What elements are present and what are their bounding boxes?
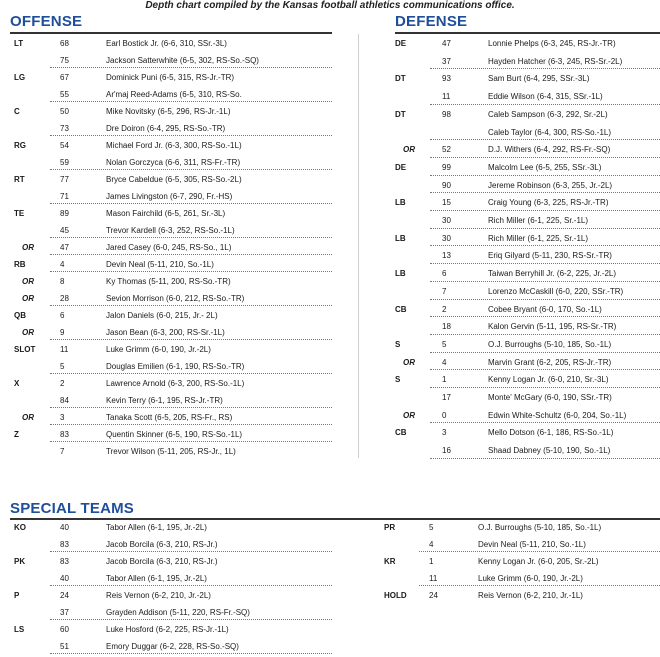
column-divider	[358, 34, 359, 458]
jersey-number: 30	[442, 233, 451, 243]
jersey-number: 50	[60, 107, 69, 116]
position-label: QB	[14, 311, 26, 320]
depth-row	[10, 171, 332, 188]
player-name: Jared Casey (6-0, 245, RS-So., 1L)	[106, 243, 232, 252]
depth-row	[395, 283, 660, 300]
player-name: Mason Fairchild (6-5, 261, Sr.-3L)	[106, 209, 226, 218]
jersey-number: 73	[60, 124, 69, 133]
depth-row	[10, 307, 332, 324]
row-separator	[50, 373, 332, 374]
player-name: Quentin Skinner (6-5, 190, RS-So.-1L)	[106, 430, 243, 439]
jersey-number: 83	[60, 430, 69, 439]
row-separator	[419, 551, 660, 552]
row-separator	[430, 228, 660, 229]
player-name: Ar'maj Reed-Adams (6-5, 310, RS-So.	[106, 90, 242, 99]
position-label: S	[395, 339, 401, 349]
row-separator	[430, 139, 660, 140]
depth-row	[10, 587, 332, 604]
jersey-number: 47	[60, 243, 69, 252]
depth-row	[395, 194, 660, 211]
jersey-number: 71	[60, 192, 69, 201]
player-name: Sevion Morrison (6-0, 212, RS-So.-TR)	[106, 294, 245, 303]
row-separator	[50, 135, 332, 136]
jersey-number: 51	[60, 642, 69, 651]
row-separator	[50, 305, 332, 306]
depth-row	[384, 587, 660, 604]
player-name: Lawrence Arnold (6-3, 200, RS-So.-1L)	[106, 379, 245, 388]
position-label: KO	[14, 523, 26, 532]
jersey-number: 60	[60, 625, 69, 634]
position-label: DE	[395, 162, 407, 172]
row-separator	[50, 407, 332, 408]
player-name: Edwin White-Schultz (6-0, 204, So.-1L)	[488, 410, 627, 420]
jersey-number: 3	[60, 413, 65, 422]
player-name: Grayden Addison (5-11, 220, RS-Fr.-SQ)	[106, 608, 250, 617]
position-label: TE	[14, 209, 25, 218]
position-label: DE	[395, 39, 407, 48]
player-name: Shaad Dabney (5-10, 190, So.-1L)	[488, 446, 611, 456]
jersey-number: 75	[60, 56, 69, 65]
jersey-number: 15	[442, 198, 451, 208]
jersey-number: 77	[60, 175, 69, 184]
offense-rule	[10, 32, 332, 34]
depth-row	[10, 553, 332, 570]
depth-row	[395, 247, 660, 264]
jersey-number: 37	[442, 56, 451, 66]
player-name: Kenny Logan Jr. (6-0, 210, Sr.-3L)	[488, 375, 609, 385]
depth-row	[395, 159, 660, 176]
depth-row	[395, 141, 660, 158]
jersey-number: 0	[442, 410, 447, 420]
jersey-number: 47	[442, 39, 451, 48]
defense-rule	[395, 32, 660, 34]
player-name: O.J. Burroughs (5-10, 185, So.-1L)	[478, 523, 602, 532]
jersey-number: 40	[60, 523, 69, 532]
player-name: Michael Ford Jr. (6-3, 300, RS-So.-1L)	[106, 141, 242, 150]
row-separator	[430, 387, 660, 388]
player-name: Dominick Puni (6-5, 315, RS-Jr.-TR)	[106, 73, 235, 82]
position-label: OR	[403, 145, 415, 155]
depth-row	[10, 137, 332, 154]
position-label: OR	[403, 357, 415, 367]
player-name: Taiwan Berryhill Jr. (6-2, 225, Jr.-2L)	[488, 269, 617, 279]
position-label: DT	[395, 74, 406, 84]
player-name: Lonnie Phelps (6-3, 245, RS-Jr.-TR)	[488, 39, 616, 48]
jersey-number: 18	[442, 322, 451, 332]
player-name: Devin Neal (5-11, 210, So.-1L)	[478, 540, 586, 549]
jersey-number: 55	[60, 90, 69, 99]
row-separator	[50, 101, 332, 102]
jersey-number: 24	[60, 591, 69, 600]
depth-row	[395, 265, 660, 282]
jersey-number: 37	[60, 608, 69, 617]
player-name: Trevor Wilson (5-11, 205, RS-Jr., 1L)	[106, 447, 236, 456]
position-label: OR	[22, 243, 34, 252]
depth-row	[10, 443, 332, 460]
jersey-number: 1	[429, 557, 434, 566]
position-label: LB	[395, 269, 406, 279]
jersey-number: 68	[60, 39, 69, 48]
player-name: Caleb Taylor (6-4, 300, RS-So.-1L)	[488, 127, 612, 137]
depth-row	[395, 442, 660, 459]
depth-row	[10, 621, 332, 638]
player-name: Rich Miller (6-1, 225, Sr.-1L)	[488, 216, 589, 225]
jersey-number: 98	[442, 109, 451, 119]
player-name: Malcolm Lee (6-5, 255, SSr.-3L)	[488, 162, 602, 172]
jersey-number: 8	[60, 277, 65, 286]
position-label: OR	[22, 328, 34, 337]
jersey-number: 6	[442, 269, 447, 279]
jersey-number: 9	[60, 328, 65, 337]
row-separator	[430, 175, 660, 176]
depth-row	[395, 354, 660, 371]
jersey-number: 5	[442, 339, 447, 349]
player-name: Jalon Daniels (6-0, 215, Jr.- 2L)	[106, 311, 218, 320]
depth-row	[395, 88, 660, 105]
row-separator	[50, 203, 332, 204]
depth-row	[395, 301, 660, 318]
defense-title: DEFENSE	[395, 13, 468, 30]
row-separator	[50, 551, 332, 552]
player-name: Mello Dotson (6-1, 186, RS-So.-1L)	[488, 428, 614, 438]
player-name: D.J. Withers (6-4, 292, RS-Fr.-SQ)	[488, 145, 611, 155]
depth-row	[395, 35, 660, 52]
depth-row	[10, 103, 332, 120]
depth-row	[10, 205, 332, 222]
player-name: Ky Thomas (5-11, 200, RS-So.-TR)	[106, 277, 231, 286]
player-name: Reis Vernon (6-2, 210, Jr.-1L)	[478, 591, 583, 600]
jersey-number: 16	[442, 446, 451, 456]
row-separator	[430, 316, 660, 317]
jersey-number: 11	[442, 92, 451, 102]
position-label: PK	[14, 557, 26, 566]
player-name: Jacob Borcila (6-3, 210, RS-Jr.)	[106, 557, 218, 566]
player-name: Luke Grimm (6-0, 190, Jr.-2L)	[106, 345, 211, 354]
position-label: LB	[395, 233, 406, 243]
row-separator	[430, 334, 660, 335]
depth-row	[395, 70, 660, 87]
jersey-number: 2	[60, 379, 65, 388]
depth-row	[384, 519, 660, 536]
player-name: Nolan Gorczyca (6-6, 311, RS-Fr.-TR)	[106, 158, 241, 167]
position-label: DT	[395, 109, 406, 119]
row-separator	[50, 237, 332, 238]
player-name: Mike Novitsky (6-5, 296, RS-Jr.-1L)	[106, 107, 231, 116]
row-separator	[50, 619, 332, 620]
jersey-number: 13	[442, 251, 451, 261]
depth-row	[10, 69, 332, 86]
position-label: OR	[403, 410, 415, 420]
jersey-number: 84	[60, 396, 69, 405]
jersey-number: 45	[60, 226, 69, 235]
player-name: Douglas Emilien (6-1, 190, RS-So.-TR)	[106, 362, 245, 371]
player-name: Kevin Terry (6-1, 195, RS-Jr.-TR)	[106, 396, 223, 405]
position-label: X	[14, 379, 20, 388]
row-separator	[50, 653, 332, 654]
jersey-number: 67	[60, 73, 69, 82]
player-name: Bryce Cabeldue (6-5, 305, RS-So.-2L)	[106, 175, 242, 184]
row-separator	[50, 254, 332, 255]
jersey-number: 83	[60, 540, 69, 549]
depth-row	[395, 177, 660, 194]
player-name: Marvin Grant (6-2, 205, RS-Jr.-TR)	[488, 357, 612, 367]
player-name: Tabor Allen (6-1, 195, Jr.-2L)	[106, 523, 207, 532]
jersey-number: 40	[60, 574, 69, 583]
jersey-number: 28	[60, 294, 69, 303]
jersey-number: 24	[429, 591, 438, 600]
jersey-number: 4	[429, 540, 434, 549]
row-separator	[50, 441, 332, 442]
player-name: Eriq Gilyard (5-11, 230, RS-Sr.-TR)	[488, 251, 612, 261]
player-name: Devin Neal (5-11, 210, So.-1L)	[106, 260, 214, 269]
jersey-number: 2	[442, 304, 447, 314]
row-separator	[430, 281, 660, 282]
row-separator	[430, 299, 660, 300]
depth-row	[395, 371, 660, 388]
player-name: Sam Burt (6-4, 295, SSr.-3L)	[488, 74, 590, 84]
depth-row	[395, 318, 660, 335]
jersey-number: 54	[60, 141, 69, 150]
player-name: Rich Miller (6-1, 225, Sr.-1L)	[488, 233, 589, 243]
jersey-number: 1	[442, 375, 447, 385]
row-separator	[430, 369, 660, 370]
player-name: Craig Young (6-3, 225, RS-Jr.-TR)	[488, 198, 609, 208]
position-label: OR	[22, 294, 34, 303]
row-separator	[50, 585, 332, 586]
depth-row	[384, 553, 660, 570]
row-separator	[430, 352, 660, 353]
jersey-number: 7	[60, 447, 65, 456]
position-label: LB	[395, 198, 406, 208]
player-name: Monte' McGary (6-0, 190, SSr.-TR)	[488, 393, 612, 402]
position-label: HOLD	[384, 591, 407, 600]
position-label: KR	[384, 557, 396, 566]
depth-row	[395, 407, 660, 424]
position-label: LG	[14, 73, 26, 82]
depth-row	[10, 519, 332, 536]
position-label: Z	[14, 430, 19, 439]
depth-row	[395, 53, 660, 70]
position-label: RB	[14, 260, 26, 269]
row-separator	[50, 271, 332, 272]
position-label: P	[14, 591, 20, 600]
row-separator	[50, 67, 332, 68]
position-label: LT	[14, 39, 24, 48]
depth-row	[10, 341, 332, 358]
depth-row	[395, 424, 660, 441]
player-name: Hayden Hatcher (6-3, 245, RS-Sr.-2L)	[488, 56, 623, 66]
jersey-number: 99	[442, 162, 451, 172]
player-name: Cobee Bryant (6-0, 170, So.-1L)	[488, 304, 602, 314]
position-label: PR	[384, 523, 396, 532]
player-name: Jacob Borcila (6-3, 210, RS-Jr.)	[106, 540, 218, 549]
depth-row	[395, 124, 660, 141]
player-name: Luke Grimm (6-0, 190, Jr.-2L)	[478, 574, 583, 583]
player-name: Jackson Satterwhite (6-5, 302, RS-So.-SQ)	[106, 56, 259, 65]
row-separator	[50, 424, 332, 425]
depth-row	[395, 336, 660, 353]
row-separator	[50, 339, 332, 340]
row-separator	[430, 263, 660, 264]
jersey-number: 11	[60, 345, 69, 354]
jersey-number: 52	[442, 145, 451, 155]
jersey-number: 93	[442, 74, 451, 84]
depth-row	[10, 375, 332, 392]
player-name: Tabor Allen (6-1, 195, Jr.-2L)	[106, 574, 207, 583]
jersey-number: 5	[429, 523, 434, 532]
player-name: Jereme Robinson (6-3, 255, Jr.-2L)	[488, 180, 613, 190]
jersey-number: 4	[60, 260, 65, 269]
player-name: James Livingston (6-7, 290, Fr.-HS)	[106, 192, 233, 201]
player-name: Reis Vernon (6-2, 210, Jr.-2L)	[106, 591, 211, 600]
jersey-number: 6	[60, 311, 65, 320]
row-separator	[430, 104, 660, 105]
special-teams-title: SPECIAL TEAMS	[10, 500, 135, 517]
position-label: CB	[395, 304, 407, 314]
player-name: Tanaka Scott (6-5, 205, RS-Fr., RS)	[106, 413, 233, 422]
jersey-number: 7	[442, 286, 447, 296]
jersey-number: 83	[60, 557, 69, 566]
player-name: Earl Bostick Jr. (6-6, 310, SSr.-3L)	[106, 39, 227, 48]
position-label: OR	[22, 277, 34, 286]
row-separator	[430, 157, 660, 158]
position-label: LS	[14, 625, 25, 634]
row-separator	[430, 458, 660, 459]
player-name: Emory Duggar (6-2, 228, RS-So.-SQ)	[106, 642, 239, 651]
jersey-number: 89	[60, 209, 69, 218]
player-name: Dre Doiron (6-4, 295, RS-So.-TR)	[106, 124, 226, 133]
offense-title: OFFENSE	[10, 13, 83, 30]
jersey-number: 59	[60, 158, 69, 167]
position-label: OR	[22, 413, 34, 422]
depth-row	[395, 389, 660, 406]
row-separator	[430, 192, 660, 193]
depth-row	[395, 106, 660, 123]
player-name: O.J. Burroughs (5-10, 185, So.-1L)	[488, 339, 612, 349]
player-name: Kenny Logan Jr. (6-0, 205, Sr.-2L)	[478, 557, 599, 566]
jersey-number: 17	[442, 393, 451, 402]
depth-row	[10, 35, 332, 52]
row-separator	[430, 210, 660, 211]
position-label: C	[14, 107, 20, 116]
row-separator	[50, 169, 332, 170]
row-separator	[430, 68, 660, 69]
depth-row	[10, 273, 332, 290]
position-label: CB	[395, 428, 407, 438]
position-label: RT	[14, 175, 25, 184]
player-name: Jason Bean (6-3, 200, RS-Sr.-1L)	[106, 328, 225, 337]
jersey-number: 90	[442, 180, 451, 190]
jersey-number: 3	[442, 428, 447, 438]
player-name: Lorenzo McCaskill (6-0, 220, SSr.-TR)	[488, 286, 624, 296]
row-separator	[430, 422, 660, 423]
player-name: Luke Hosford (6-2, 225, RS-Jr.-1L)	[106, 625, 229, 634]
position-label: S	[395, 375, 401, 385]
player-name: Caleb Sampson (6-3, 292, Sr.-2L)	[488, 109, 608, 119]
player-name: Eddie Wilson (6-4, 315, SSr.-1L)	[488, 92, 603, 102]
jersey-number: 30	[442, 216, 451, 225]
jersey-number: 4	[442, 357, 447, 367]
player-name: Trevor Kardell (6-3, 252, RS-So.-1L)	[106, 226, 235, 235]
position-label: RG	[14, 141, 26, 150]
depth-row	[395, 212, 660, 229]
row-separator	[430, 245, 660, 246]
jersey-number: 5	[60, 362, 65, 371]
position-label: SLOT	[14, 345, 36, 354]
player-name: Kalon Gervin (5-11, 195, RS-Sr.-TR)	[488, 322, 617, 332]
page-caption: Depth chart compiled by the Kansas football athletics communications office.	[145, 0, 515, 11]
jersey-number: 11	[429, 574, 438, 583]
row-separator	[419, 585, 660, 586]
depth-row	[395, 230, 660, 247]
